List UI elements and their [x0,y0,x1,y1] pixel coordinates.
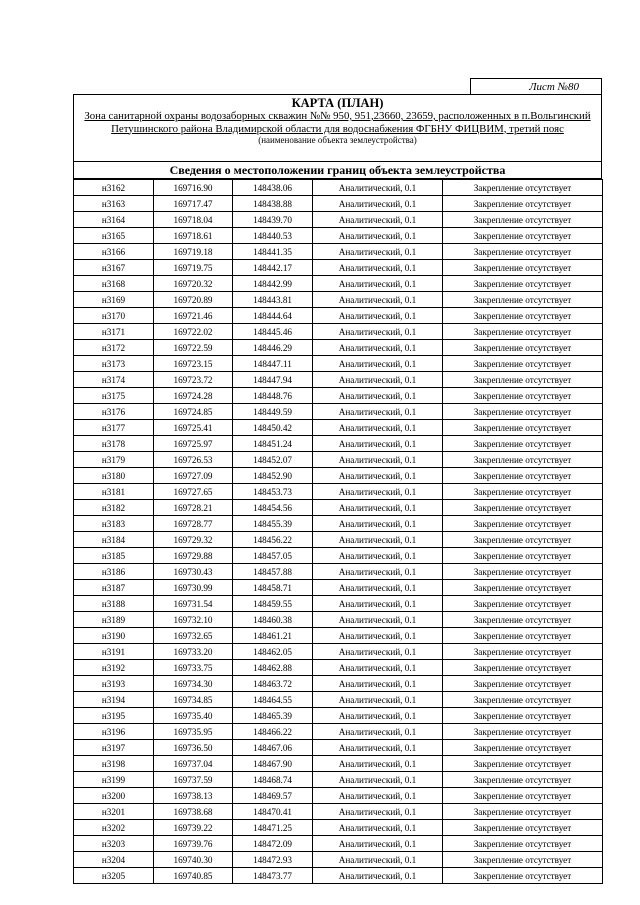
method-cell: Аналитический, 0.1 [313,612,443,628]
x-coordinate-cell: 169717.47 [154,196,233,212]
y-coordinate-cell: 148442.99 [233,276,313,292]
y-coordinate-cell: 148467.06 [233,740,313,756]
x-coordinate-cell: 169722.59 [154,340,233,356]
y-coordinate-cell: 148441.35 [233,244,313,260]
method-cell: Аналитический, 0.1 [313,356,443,372]
table-row [74,692,603,708]
x-coordinate-cell: 169724.85 [154,404,233,420]
point-name-cell: н3201 [74,804,154,820]
y-coordinate-cell: 148464.55 [233,692,313,708]
fixing-cell: Закрепление отсутствует [443,580,603,596]
table-row [74,388,603,404]
y-coordinate-cell: 148442.17 [233,260,313,276]
x-coordinate-cell: 169718.61 [154,228,233,244]
table-row [74,212,603,228]
x-coordinate-cell: 169716.90 [154,180,233,196]
x-coordinate-cell: 169731.54 [154,596,233,612]
method-cell: Аналитический, 0.1 [313,596,443,612]
fixing-cell: Закрепление отсутствует [443,388,603,404]
x-coordinate-cell: 169728.21 [154,500,233,516]
table-row [74,644,603,660]
method-cell: Аналитический, 0.1 [313,244,443,260]
method-cell: Аналитический, 0.1 [313,708,443,724]
x-coordinate-cell: 169723.72 [154,372,233,388]
point-name-cell: н3182 [74,500,154,516]
x-coordinate-cell: 169726.53 [154,452,233,468]
x-coordinate-cell: 169721.46 [154,308,233,324]
table-row [74,820,603,836]
y-coordinate-cell: 148458.71 [233,580,313,596]
coordinates-table-body [74,180,603,884]
fixing-cell: Закрепление отсутствует [443,324,603,340]
y-coordinate-cell: 148439.70 [233,212,313,228]
fixing-cell: Закрепление отсутствует [443,820,603,836]
x-coordinate-cell: 169730.43 [154,564,233,580]
method-cell: Аналитический, 0.1 [313,548,443,564]
point-name-cell: н3205 [74,868,154,884]
table-row [74,484,603,500]
table-row [74,548,603,564]
table-row [74,772,603,788]
y-coordinate-cell: 148454.56 [233,500,313,516]
point-name-cell: н3203 [74,836,154,852]
point-name-cell: н3171 [74,324,154,340]
point-name-cell: н3199 [74,772,154,788]
table-row [74,804,603,820]
fixing-cell: Закрепление отсутствует [443,724,603,740]
method-cell: Аналитический, 0.1 [313,676,443,692]
y-coordinate-cell: 148466.22 [233,724,313,740]
x-coordinate-cell: 169734.30 [154,676,233,692]
table-row [74,452,603,468]
object-kind-note: (наименование объекта землеустройства) [258,135,417,145]
document-title: КАРТА (ПЛАН) [291,96,384,110]
x-coordinate-cell: 169719.18 [154,244,233,260]
y-coordinate-cell: 148446.29 [233,340,313,356]
x-coordinate-cell: 169718.04 [154,212,233,228]
fixing-cell: Закрепление отсутствует [443,356,603,372]
method-cell: Аналитический, 0.1 [313,788,443,804]
table-row [74,308,603,324]
fixing-cell: Закрепление отсутствует [443,660,603,676]
fixing-cell: Закрепление отсутствует [443,244,603,260]
point-name-cell: н3196 [74,724,154,740]
x-coordinate-cell: 169735.40 [154,708,233,724]
method-cell: Аналитический, 0.1 [313,516,443,532]
fixing-cell: Закрепление отсутствует [443,596,603,612]
y-coordinate-cell: 148462.88 [233,660,313,676]
y-coordinate-cell: 148452.07 [233,452,313,468]
method-cell: Аналитический, 0.1 [313,580,443,596]
point-name-cell: н3185 [74,548,154,564]
x-coordinate-cell: 169720.89 [154,292,233,308]
method-cell: Аналитический, 0.1 [313,868,443,884]
table-row [74,740,603,756]
point-name-cell: н3200 [74,788,154,804]
y-coordinate-cell: 148462.05 [233,644,313,660]
x-coordinate-cell: 169739.76 [154,836,233,852]
fixing-cell: Закрепление отсутствует [443,676,603,692]
point-name-cell: н3178 [74,436,154,452]
method-cell: Аналитический, 0.1 [313,404,443,420]
fixing-cell: Закрепление отсутствует [443,340,603,356]
table-row [74,324,603,340]
x-coordinate-cell: 169720.32 [154,276,233,292]
zone-description: Зона санитарной охраны водозаборных скважин №№ 950, 951,23660, 23659, расположенных в п.Вольгинский Петушинского района Владимирской области для водоснабжения ФГБНУ ФИЦВИМ, третий пояс [84,110,591,135]
y-coordinate-cell: 148456.22 [233,532,313,548]
point-name-cell: н3188 [74,596,154,612]
fixing-cell: Закрепление отсутствует [443,628,603,644]
x-coordinate-cell: 169740.30 [154,852,233,868]
method-cell: Аналитический, 0.1 [313,260,443,276]
x-coordinate-cell: 169724.28 [154,388,233,404]
fixing-cell: Закрепление отсутствует [443,212,603,228]
y-coordinate-cell: 148473.77 [233,868,313,884]
point-name-cell: н3202 [74,820,154,836]
point-name-cell: н3163 [74,196,154,212]
fixing-cell: Закрепление отсутствует [443,836,603,852]
fixing-cell: Закрепление отсутствует [443,852,603,868]
point-name-cell: н3190 [74,628,154,644]
table-row [74,244,603,260]
method-cell: Аналитический, 0.1 [313,468,443,484]
fixing-cell: Закрепление отсутствует [443,788,603,804]
fixing-cell: Закрепление отсутствует [443,308,603,324]
y-coordinate-cell: 148463.72 [233,676,313,692]
method-cell: Аналитический, 0.1 [313,388,443,404]
x-coordinate-cell: 169719.75 [154,260,233,276]
table-row [74,868,603,884]
point-name-cell: н3179 [74,452,154,468]
table-row [74,292,603,308]
method-cell: Аналитический, 0.1 [313,804,443,820]
table-row [74,852,603,868]
section-title: Сведения о местоположении границ объекта землеустройства [73,162,602,179]
table-row [74,340,603,356]
method-cell: Аналитический, 0.1 [313,564,443,580]
table-row [74,436,603,452]
method-cell: Аналитический, 0.1 [313,628,443,644]
table-row [74,180,603,196]
method-cell: Аналитический, 0.1 [313,532,443,548]
point-name-cell: н3173 [74,356,154,372]
fixing-cell: Закрепление отсутствует [443,484,603,500]
x-coordinate-cell: 169725.97 [154,436,233,452]
point-name-cell: н3191 [74,644,154,660]
y-coordinate-cell: 148440.53 [233,228,313,244]
table-row [74,468,603,484]
table-row [74,260,603,276]
x-coordinate-cell: 169738.68 [154,804,233,820]
y-coordinate-cell: 148457.88 [233,564,313,580]
x-coordinate-cell: 169739.22 [154,820,233,836]
method-cell: Аналитический, 0.1 [313,500,443,516]
point-name-cell: н3193 [74,676,154,692]
table-row [74,580,603,596]
method-cell: Аналитический, 0.1 [313,340,443,356]
fixing-cell: Закрепление отсутствует [443,756,603,772]
x-coordinate-cell: 169722.02 [154,324,233,340]
fixing-cell: Закрепление отсутствует [443,740,603,756]
method-cell: Аналитический, 0.1 [313,740,443,756]
fixing-cell: Закрепление отсутствует [443,452,603,468]
fixing-cell: Закрепление отсутствует [443,468,603,484]
x-coordinate-cell: 169738.13 [154,788,233,804]
fixing-cell: Закрепление отсутствует [443,228,603,244]
table-row [74,596,603,612]
point-name-cell: н3176 [74,404,154,420]
x-coordinate-cell: 169725.41 [154,420,233,436]
point-name-cell: н3197 [74,740,154,756]
point-name-cell: н3184 [74,532,154,548]
fixing-cell: Закрепление отсутствует [443,420,603,436]
fixing-cell: Закрепление отсутствует [443,436,603,452]
document-header [73,94,602,162]
table-row [74,724,603,740]
table-row [74,276,603,292]
y-coordinate-cell: 148449.59 [233,404,313,420]
y-coordinate-cell: 148469.57 [233,788,313,804]
x-coordinate-cell: 169737.59 [154,772,233,788]
fixing-cell: Закрепление отсутствует [443,196,603,212]
fixing-cell: Закрепление отсутствует [443,276,603,292]
method-cell: Аналитический, 0.1 [313,772,443,788]
point-name-cell: н3194 [74,692,154,708]
point-name-cell: н3164 [74,212,154,228]
x-coordinate-cell: 169728.77 [154,516,233,532]
fixing-cell: Закрепление отсутствует [443,516,603,532]
method-cell: Аналитический, 0.1 [313,724,443,740]
fixing-cell: Закрепление отсутствует [443,404,603,420]
y-coordinate-cell: 148450.42 [233,420,313,436]
table-row [74,356,603,372]
method-cell: Аналитический, 0.1 [313,756,443,772]
y-coordinate-cell: 148452.90 [233,468,313,484]
y-coordinate-cell: 148468.74 [233,772,313,788]
y-coordinate-cell: 148460.38 [233,612,313,628]
fixing-cell: Закрепление отсутствует [443,500,603,516]
x-coordinate-cell: 169733.75 [154,660,233,676]
x-coordinate-cell: 169732.65 [154,628,233,644]
method-cell: Аналитический, 0.1 [313,692,443,708]
fixing-cell: Закрепление отсутствует [443,292,603,308]
fixing-cell: Закрепление отсутствует [443,260,603,276]
method-cell: Аналитический, 0.1 [313,324,443,340]
y-coordinate-cell: 148448.76 [233,388,313,404]
fixing-cell: Закрепление отсутствует [443,180,603,196]
table-row [74,836,603,852]
point-name-cell: н3162 [74,180,154,196]
point-name-cell: н3186 [74,564,154,580]
fixing-cell: Закрепление отсутствует [443,804,603,820]
y-coordinate-cell: 148447.11 [233,356,313,372]
x-coordinate-cell: 169740.85 [154,868,233,884]
y-coordinate-cell: 148471.25 [233,820,313,836]
method-cell: Аналитический, 0.1 [313,452,443,468]
method-cell: Аналитический, 0.1 [313,836,443,852]
point-name-cell: н3175 [74,388,154,404]
y-coordinate-cell: 148438.06 [233,180,313,196]
y-coordinate-cell: 148472.09 [233,836,313,852]
point-name-cell: н3195 [74,708,154,724]
point-name-cell: н3192 [74,660,154,676]
y-coordinate-cell: 148451.24 [233,436,313,452]
table-row [74,228,603,244]
method-cell: Аналитический, 0.1 [313,852,443,868]
method-cell: Аналитический, 0.1 [313,228,443,244]
point-name-cell: н3167 [74,260,154,276]
table-row [74,628,603,644]
x-coordinate-cell: 169736.50 [154,740,233,756]
y-coordinate-cell: 148438.88 [233,196,313,212]
x-coordinate-cell: 169723.15 [154,356,233,372]
method-cell: Аналитический, 0.1 [313,292,443,308]
table-row [74,500,603,516]
method-cell: Аналитический, 0.1 [313,436,443,452]
point-name-cell: н3168 [74,276,154,292]
method-cell: Аналитический, 0.1 [313,420,443,436]
y-coordinate-cell: 148445.46 [233,324,313,340]
y-coordinate-cell: 148447.94 [233,372,313,388]
sheet-number: Лист №80 [470,78,602,94]
y-coordinate-cell: 148459.55 [233,596,313,612]
y-coordinate-cell: 148444.64 [233,308,313,324]
fixing-cell: Закрепление отсутствует [443,772,603,788]
x-coordinate-cell: 169730.99 [154,580,233,596]
point-name-cell: н3189 [74,612,154,628]
point-name-cell: н3172 [74,340,154,356]
point-name-cell: н3170 [74,308,154,324]
table-row [74,676,603,692]
point-name-cell: н3174 [74,372,154,388]
fixing-cell: Закрепление отсутствует [443,644,603,660]
table-row [74,660,603,676]
method-cell: Аналитический, 0.1 [313,660,443,676]
x-coordinate-cell: 169727.09 [154,468,233,484]
point-name-cell: н3165 [74,228,154,244]
y-coordinate-cell: 148470.41 [233,804,313,820]
point-name-cell: н3187 [74,580,154,596]
table-row [74,420,603,436]
y-coordinate-cell: 148467.90 [233,756,313,772]
x-coordinate-cell: 169733.20 [154,644,233,660]
y-coordinate-cell: 148443.81 [233,292,313,308]
point-name-cell: н3177 [74,420,154,436]
method-cell: Аналитический, 0.1 [313,820,443,836]
x-coordinate-cell: 169734.85 [154,692,233,708]
y-coordinate-cell: 148453.73 [233,484,313,500]
point-name-cell: н3183 [74,516,154,532]
table-row [74,564,603,580]
method-cell: Аналитический, 0.1 [313,644,443,660]
y-coordinate-cell: 148472.93 [233,852,313,868]
y-coordinate-cell: 148455.39 [233,516,313,532]
method-cell: Аналитический, 0.1 [313,276,443,292]
table-row [74,756,603,772]
point-name-cell: н3198 [74,756,154,772]
y-coordinate-cell: 148461.21 [233,628,313,644]
x-coordinate-cell: 169729.88 [154,548,233,564]
fixing-cell: Закрепление отсутствует [443,612,603,628]
coordinates-table [73,179,603,884]
table-row [74,196,603,212]
method-cell: Аналитический, 0.1 [313,196,443,212]
fixing-cell: Закрепление отсутствует [443,532,603,548]
fixing-cell: Закрепление отсутствует [443,692,603,708]
method-cell: Аналитический, 0.1 [313,308,443,324]
table-row [74,516,603,532]
table-row [74,404,603,420]
x-coordinate-cell: 169727.65 [154,484,233,500]
fixing-cell: Закрепление отсутствует [443,708,603,724]
fixing-cell: Закрепление отсутствует [443,868,603,884]
fixing-cell: Закрепление отсутствует [443,548,603,564]
point-name-cell: н3166 [74,244,154,260]
table-row [74,788,603,804]
method-cell: Аналитический, 0.1 [313,180,443,196]
point-name-cell: н3204 [74,852,154,868]
method-cell: Аналитический, 0.1 [313,212,443,228]
table-row [74,372,603,388]
table-row [74,612,603,628]
y-coordinate-cell: 148457.05 [233,548,313,564]
point-name-cell: н3181 [74,484,154,500]
fixing-cell: Закрепление отсутствует [443,564,603,580]
x-coordinate-cell: 169729.32 [154,532,233,548]
y-coordinate-cell: 148465.39 [233,708,313,724]
point-name-cell: н3169 [74,292,154,308]
table-row [74,532,603,548]
table-row [74,708,603,724]
method-cell: Аналитический, 0.1 [313,372,443,388]
fixing-cell: Закрепление отсутствует [443,372,603,388]
method-cell: Аналитический, 0.1 [313,484,443,500]
x-coordinate-cell: 169732.10 [154,612,233,628]
point-name-cell: н3180 [74,468,154,484]
x-coordinate-cell: 169737.04 [154,756,233,772]
x-coordinate-cell: 169735.95 [154,724,233,740]
